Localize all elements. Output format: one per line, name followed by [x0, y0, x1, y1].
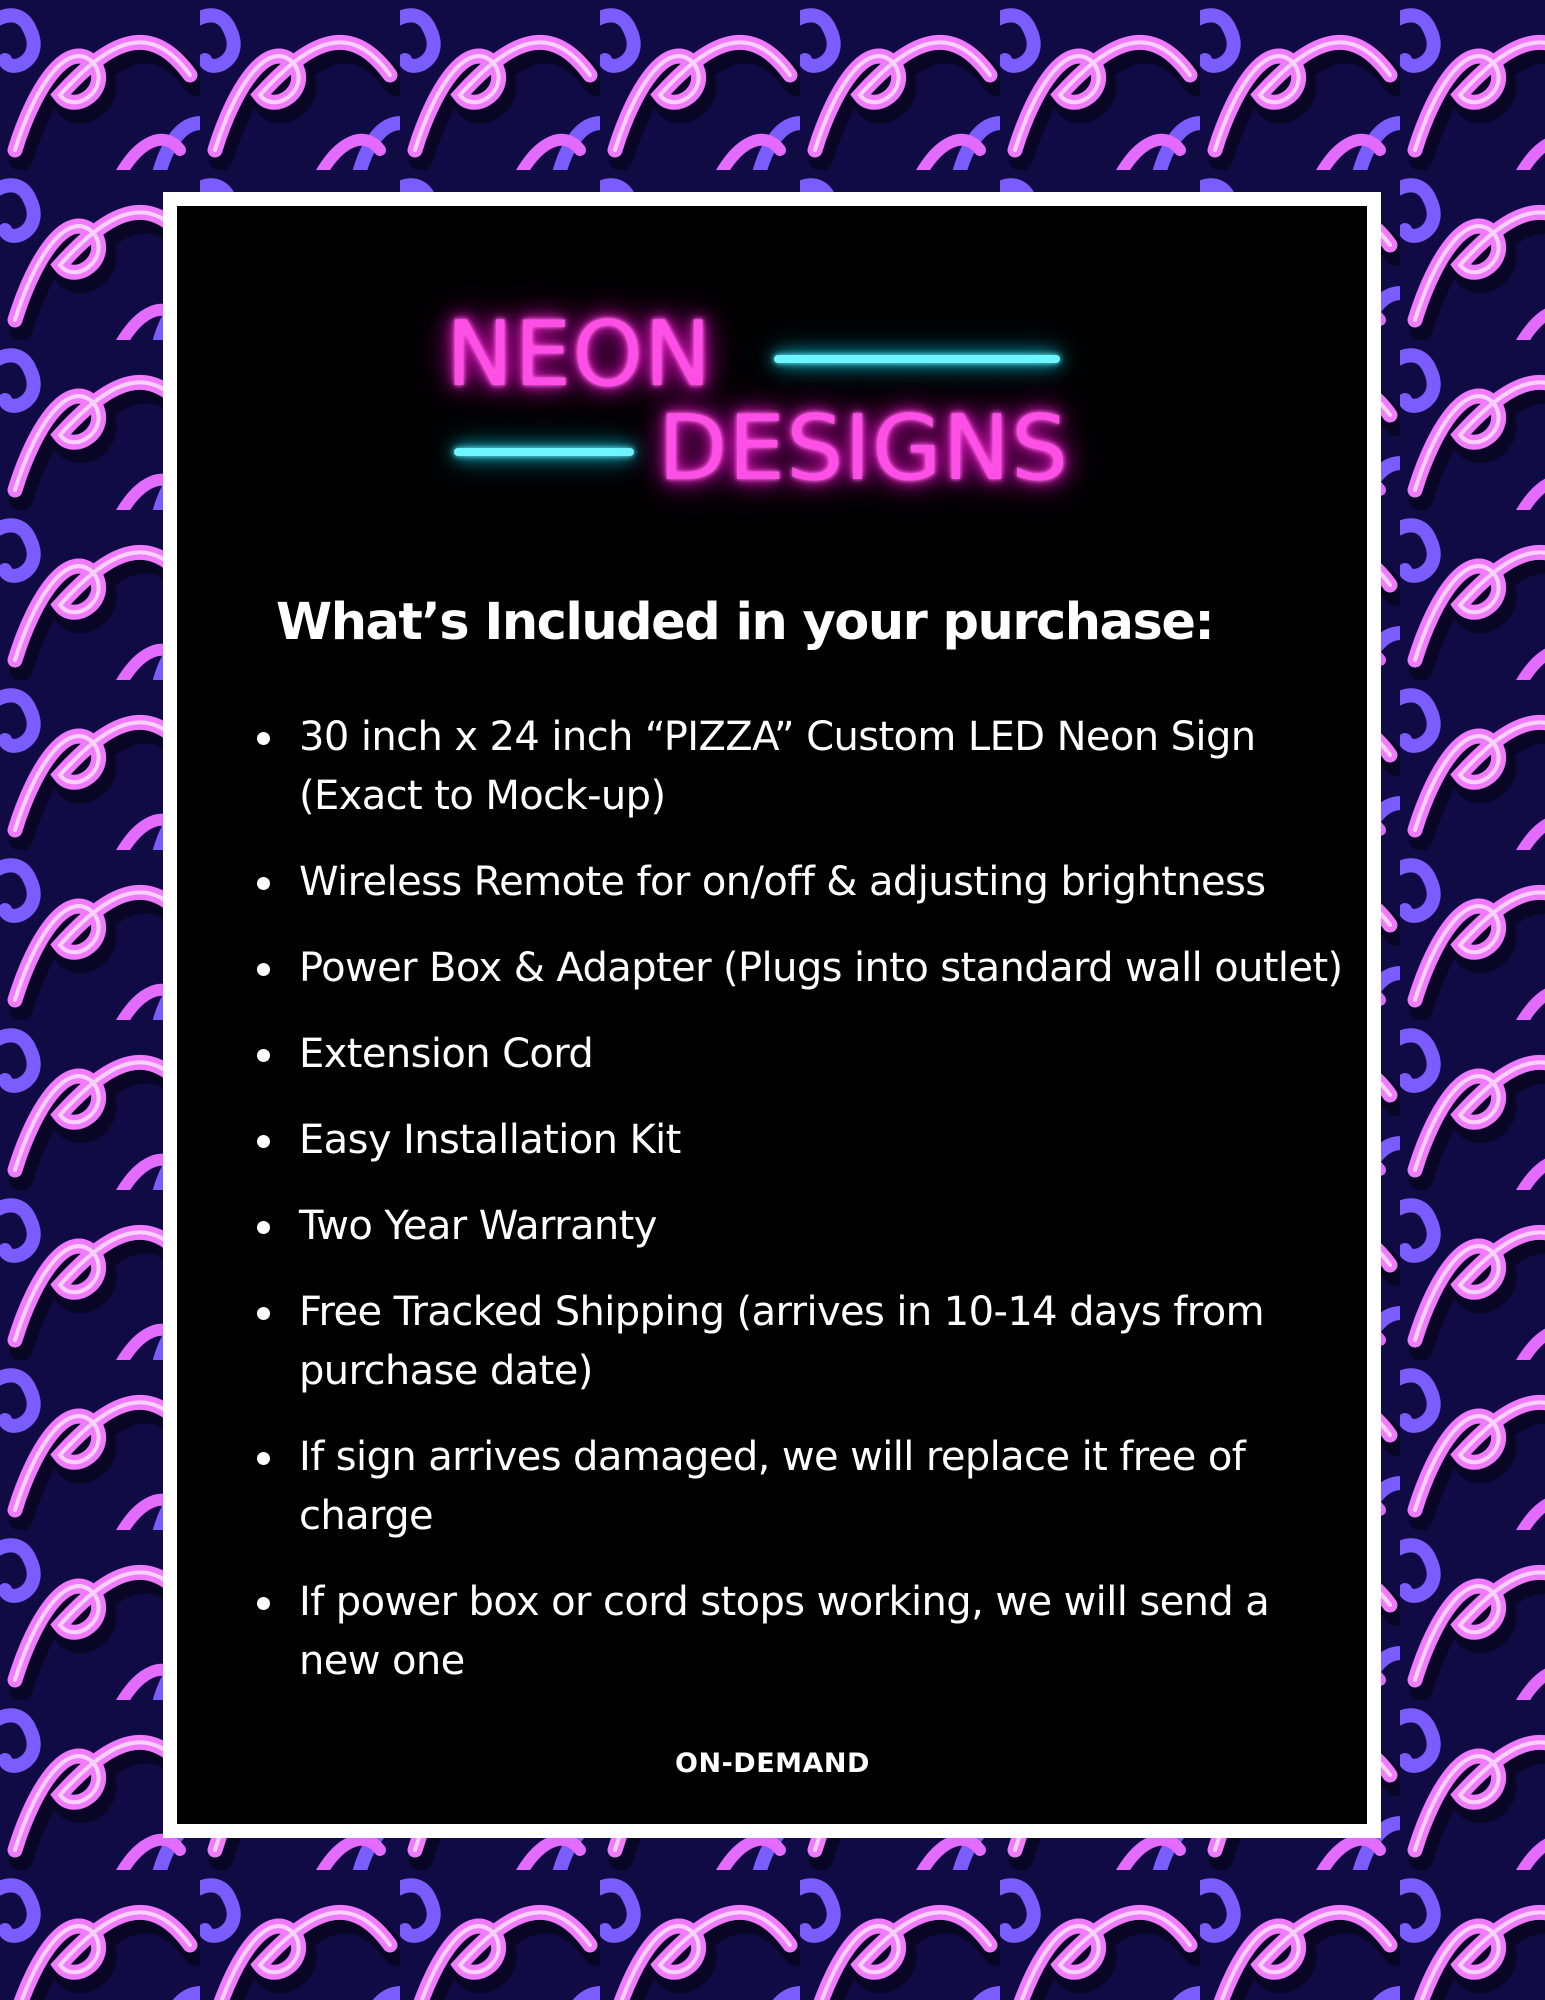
list-item: [250, 853, 1350, 912]
bullet-icon: [257, 1049, 270, 1062]
list-item: [250, 939, 1350, 998]
list-item-text: Power Box & Adapter (Plugs into standard wall outlet): [299, 945, 1343, 991]
list-item-text: If power box or cord stops working, we will send a new one: [299, 1579, 1270, 1684]
list-item: [250, 1111, 1350, 1170]
bullet-icon: [257, 1307, 270, 1320]
list-item: [250, 1025, 1350, 1084]
list-item: [250, 1283, 1350, 1401]
list-item: [250, 708, 1350, 826]
included-items-list: [250, 708, 1350, 1718]
logo-bar-top: [774, 355, 1060, 363]
bullet-icon: [257, 1452, 270, 1465]
bullet-icon: [257, 1597, 270, 1610]
list-item: [250, 1197, 1350, 1256]
bullet-icon: [257, 732, 270, 745]
list-item-text: If sign arrives damaged, we will replace it free of charge: [299, 1434, 1246, 1539]
footer-label: ON-DEMAND: [675, 1748, 870, 1779]
list-item-text: Free Tracked Shipping (arrives in 10-14 days from purchase date): [299, 1289, 1264, 1394]
bullet-icon: [257, 963, 270, 976]
list-item-text: Two Year Warranty: [299, 1203, 657, 1249]
logo-word-neon: NEON: [446, 302, 713, 407]
neon-designs-logo: [440, 300, 1080, 510]
list-item-text: 30 inch x 24 inch “PIZZA” Custom LED Neon Sign (Exact to Mock-up): [299, 714, 1256, 819]
list-item: [250, 1573, 1350, 1691]
logo-word-designs: DESIGNS: [658, 396, 1070, 501]
list-item-text: Extension Cord: [299, 1031, 594, 1077]
bullet-icon: [257, 1221, 270, 1234]
list-item: [250, 1428, 1350, 1546]
bullet-icon: [257, 1135, 270, 1148]
list-item-text: Easy Installation Kit: [299, 1117, 681, 1163]
page-title: What’s Included in your purchase:: [276, 593, 1214, 652]
list-item-text: Wireless Remote for on/off & adjusting brightness: [299, 859, 1266, 905]
bullet-icon: [257, 877, 270, 890]
logo-bar-bottom: [454, 448, 634, 456]
